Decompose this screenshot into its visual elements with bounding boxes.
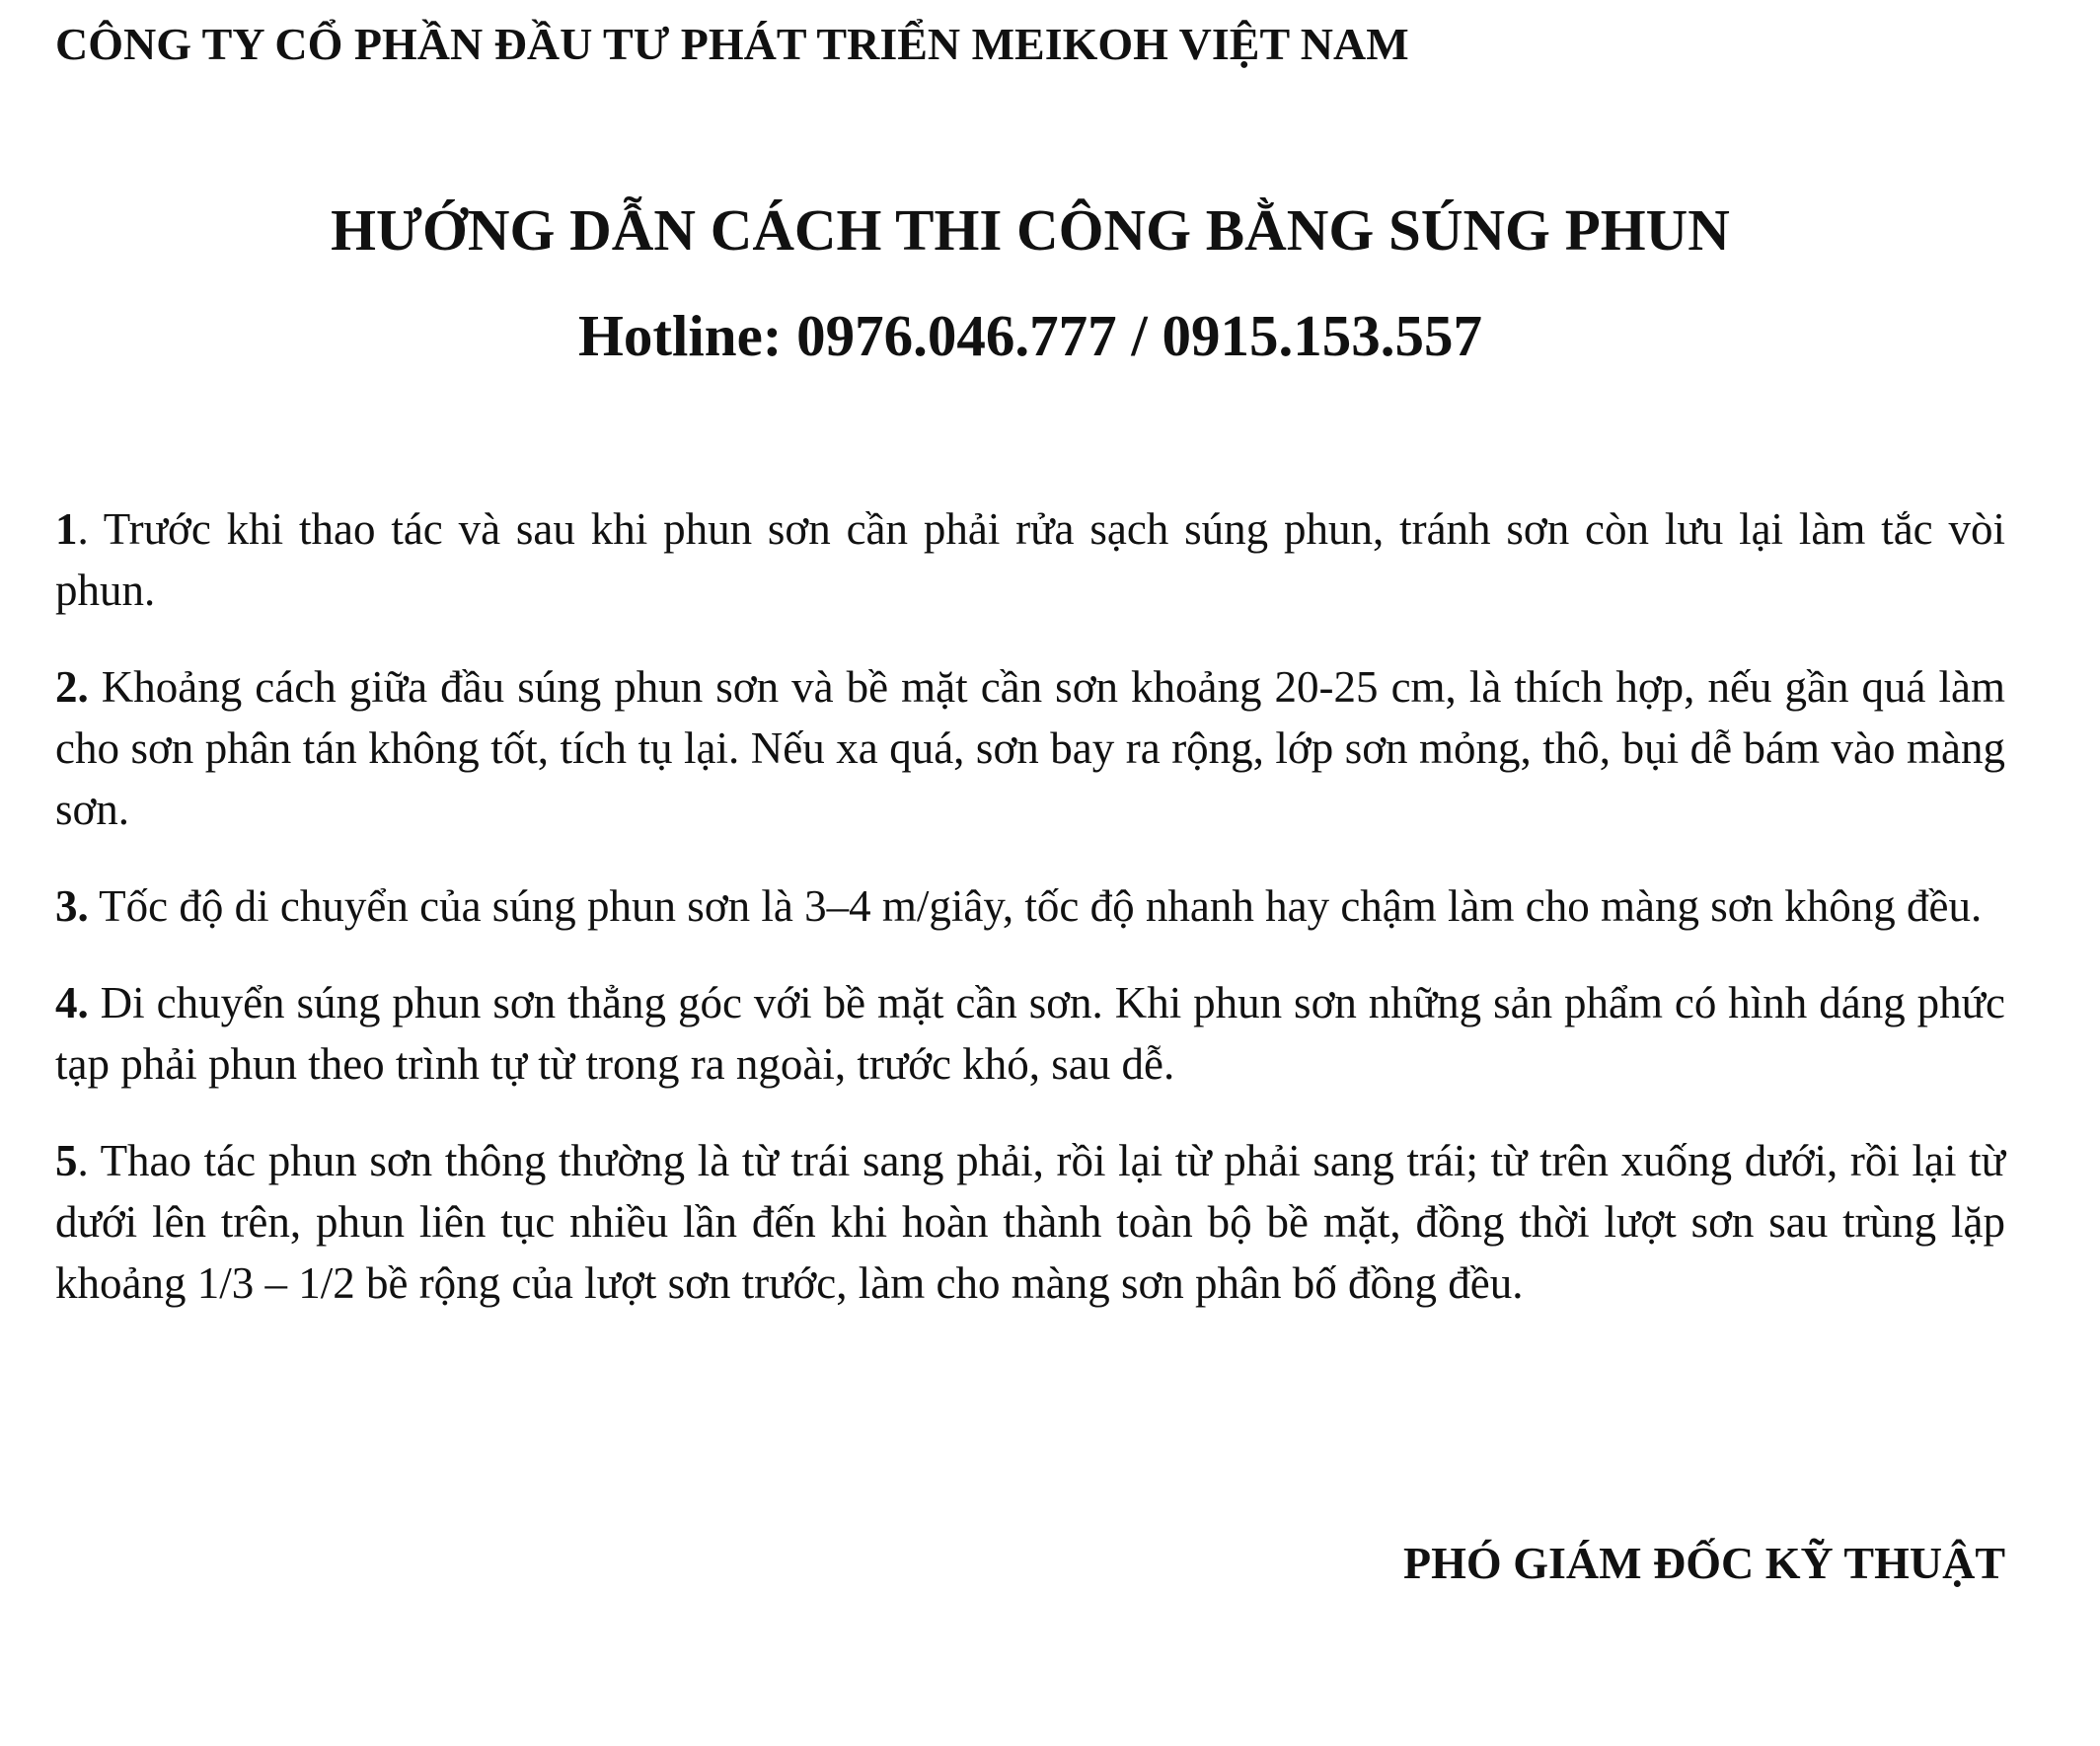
step-text: Tốc độ di chuyển của súng phun sơn là 3–4 m/giây, tốc độ nhanh hay chậm làm cho màng sơn không đều. [88, 881, 1983, 931]
step-text: Khoảng cách giữa đầu súng phun sơn và bề mặt cần sơn khoảng 20-25 cm, là thích hợp, nếu gần quá làm cho sơn phân tán không tốt, tích tụ lại. Nếu xa quá, sơn bay ra rộng, lớp sơn mỏng, thô, bụi dễ bám vào màng sơn. [55, 662, 2005, 834]
step-text: Di chuyển súng phun sơn thẳng góc với bề mặt cần sơn. Khi phun sơn những sản phẩm có hình dáng phức tạp phải phun theo trình tự từ trong ra ngoài, trước khó, sau dễ. [55, 978, 2005, 1089]
step-number: 2. [55, 662, 89, 712]
step-number: 4. [55, 978, 89, 1027]
instructions-body [55, 498, 2005, 1349]
step-text: . Trước khi thao tác và sau khi phun sơn cần phải rửa sạch súng phun, tránh sơn còn lưu lại làm tắc vòi phun. [55, 504, 2005, 615]
step-number: 1 [55, 504, 78, 554]
document-title: HƯỚNG DẪN CÁCH THI CÔNG BẰNG SÚNG PHUN [331, 197, 1730, 263]
step-5 [55, 1130, 2005, 1314]
step-text: . Thao tác phun sơn thông thường là từ trái sang phải, rồi lại từ phải sang trái; từ trên xuống dưới, rồi lại từ dưới lên trên, phun liên tục nhiều lần đến khi hoàn thành toàn bộ bề mặt, đồng thời lượt sơn sau trùng lặp khoảng 1/3 – 1/2 bề rộng của lượt sơn trước, làm cho màng sơn phân bố đồng đều. [55, 1136, 2005, 1308]
step-number: 5 [55, 1136, 78, 1185]
step-4 [55, 972, 2005, 1095]
signature-title: PHÓ GIÁM ĐỐC KỸ THUẬT [1403, 1538, 2005, 1588]
step-1 [55, 498, 2005, 621]
company-name: CÔNG TY CỔ PHẦN ĐẦU TƯ PHÁT TRIỂN MEIKOH VIỆT NAM [55, 19, 1409, 69]
step-2 [55, 656, 2005, 840]
step-3 [55, 875, 2005, 937]
hotline: Hotline: 0976.046.777 / 0915.153.557 [577, 303, 1483, 368]
step-number: 3. [55, 881, 89, 931]
